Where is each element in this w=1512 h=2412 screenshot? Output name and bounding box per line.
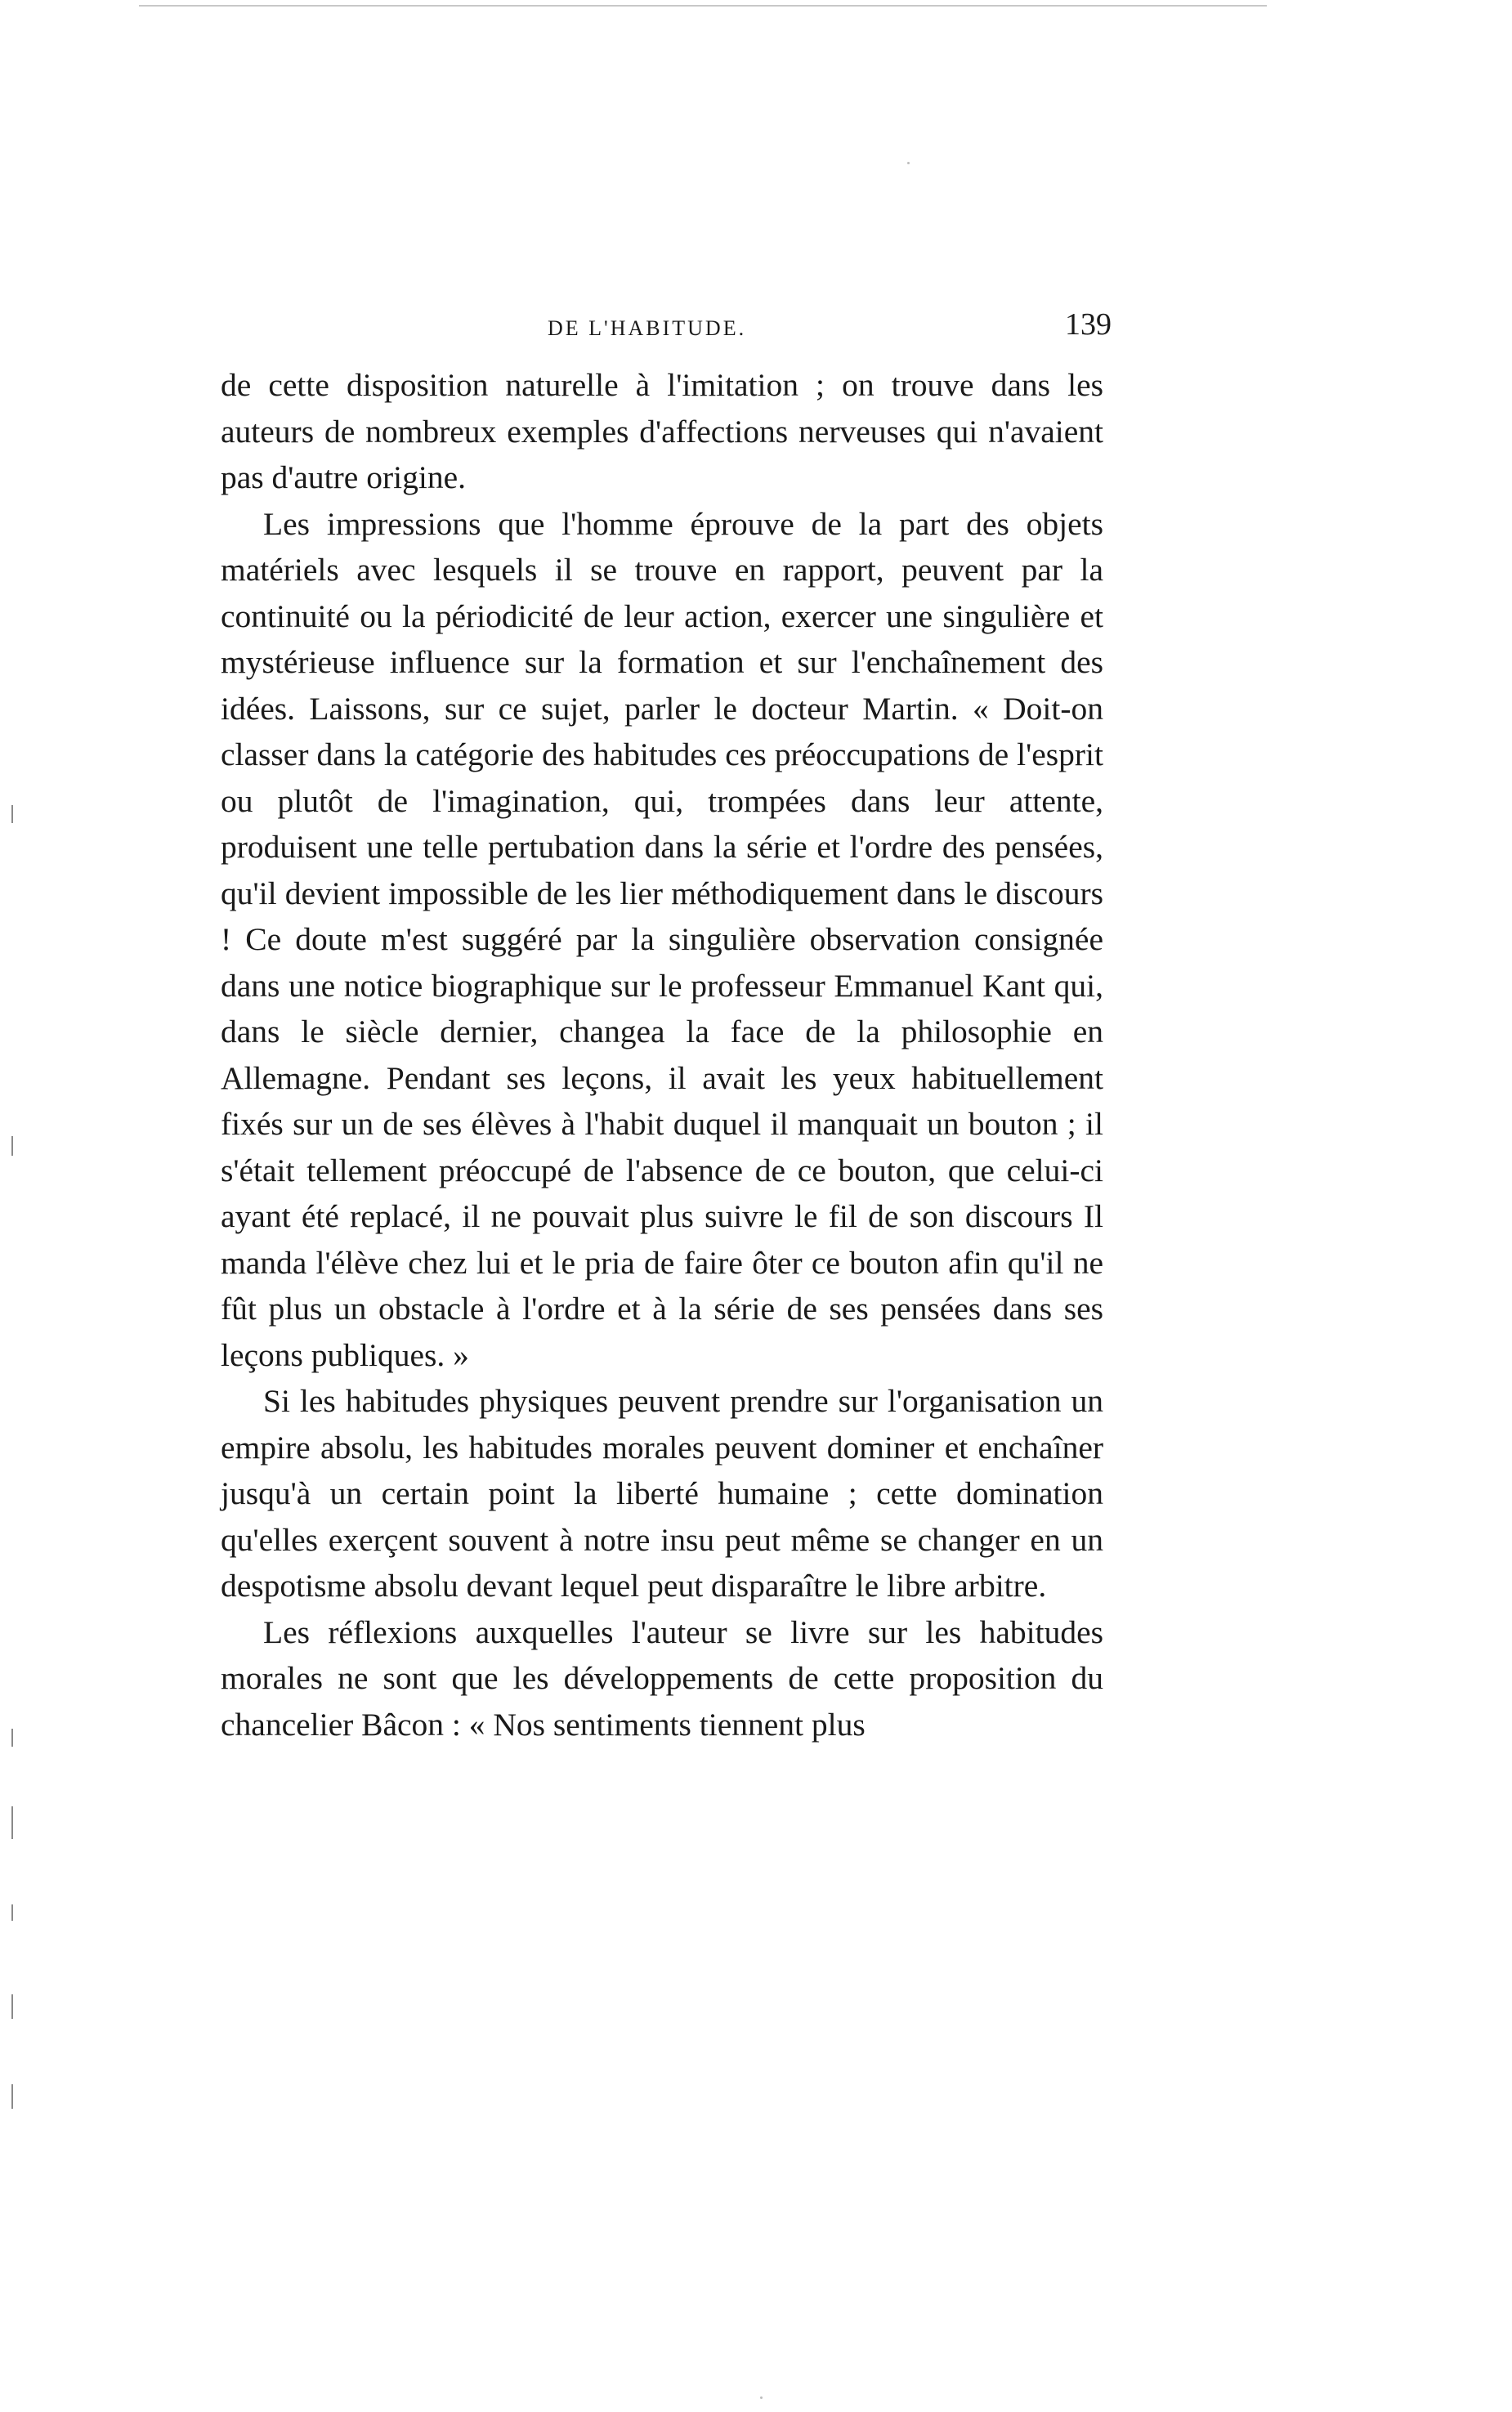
running-head: [221, 307, 1112, 356]
running-head-title: DE L'HABITUDE.: [548, 316, 747, 340]
scan-speck: [760, 2396, 763, 2399]
scan-margin-mark: [11, 805, 13, 823]
scan-margin-mark: [11, 2084, 13, 2109]
paragraph-continuation: de cette disposition naturelle à l'imitation ; on trouve dans les auteurs de nombreux exemples d'affections nerveuses qui n'avaient pas d'autre origine.: [221, 367, 1103, 495]
paragraph: Si les habitudes physiques peuvent prendre sur l'organisation un empire absolu, les habitudes morales peuvent dominer et enchaîner jusqu'à un certain point la liberté humaine ; cette domination qu'elles exerçent souvent à notre insu peut même se changer en un despotisme absolu devant lequel peut disparaître le libre arbitre.: [221, 1383, 1103, 1604]
paragraph: Les impressions que l'homme éprouve de la part des objets matériels avec lesquels il se trouve en rapport, peuvent par la continuité ou la périodicité de leur action, exercer une singulière et mystérieuse influence sur la formation et sur l'enchaînement des idées. Laissons, sur ce sujet, parler le docteur Martin. « Doit-on classer dans la catégorie des habitudes ces préoccupations de l'esprit ou plutôt de l'imagination, qui, trompées dans leur attente, produisent une telle pertubation dans la série et l'ordre des pensées, qu'il devient impossible de les lier méthodiquement dans le discours ! Ce doute m'est suggéré par la singulière observation consignée dans une notice biographique sur le professeur Emmanuel Kant qui, dans le siècle dernier, changea la face de la philosophie en Allemagne. Pendant ses leçons, il avait les yeux habituellement fixés sur un de ses élèves à l'habit duquel il manquait un bouton ; il s'était tellement préoccupé de l'absence de ce bouton, que celui-ci ayant été replacé, il ne pouvait plus suivre le fil de son discours Il manda l'élève chez lui et le pria de faire ôter ce bouton afin qu'il ne fût plus un obstacle à l'ordre et à la série de ses pensées dans ses leçons publiques. »: [221, 505, 1103, 1373]
book-page: [221, 307, 1112, 1747]
scan-margin-mark: [11, 1994, 13, 2019]
scan-speck: [907, 162, 910, 164]
paragraph: Les réflexions auxquelles l'auteur se livre sur les habitudes morales ne sont que les développements de cette proposition du chancelier Bâcon : « Nos sentiments tiennent plus: [221, 1613, 1103, 1743]
scan-margin-mark: [11, 1136, 13, 1156]
scan-margin-mark: [11, 1729, 13, 1747]
scan-margin-mark: [11, 1806, 13, 1839]
scan-margin-mark: [11, 1904, 13, 1921]
body-text: [221, 362, 1103, 1747]
page-number: 139: [1065, 307, 1112, 342]
scan-top-edge: [139, 5, 1267, 7]
